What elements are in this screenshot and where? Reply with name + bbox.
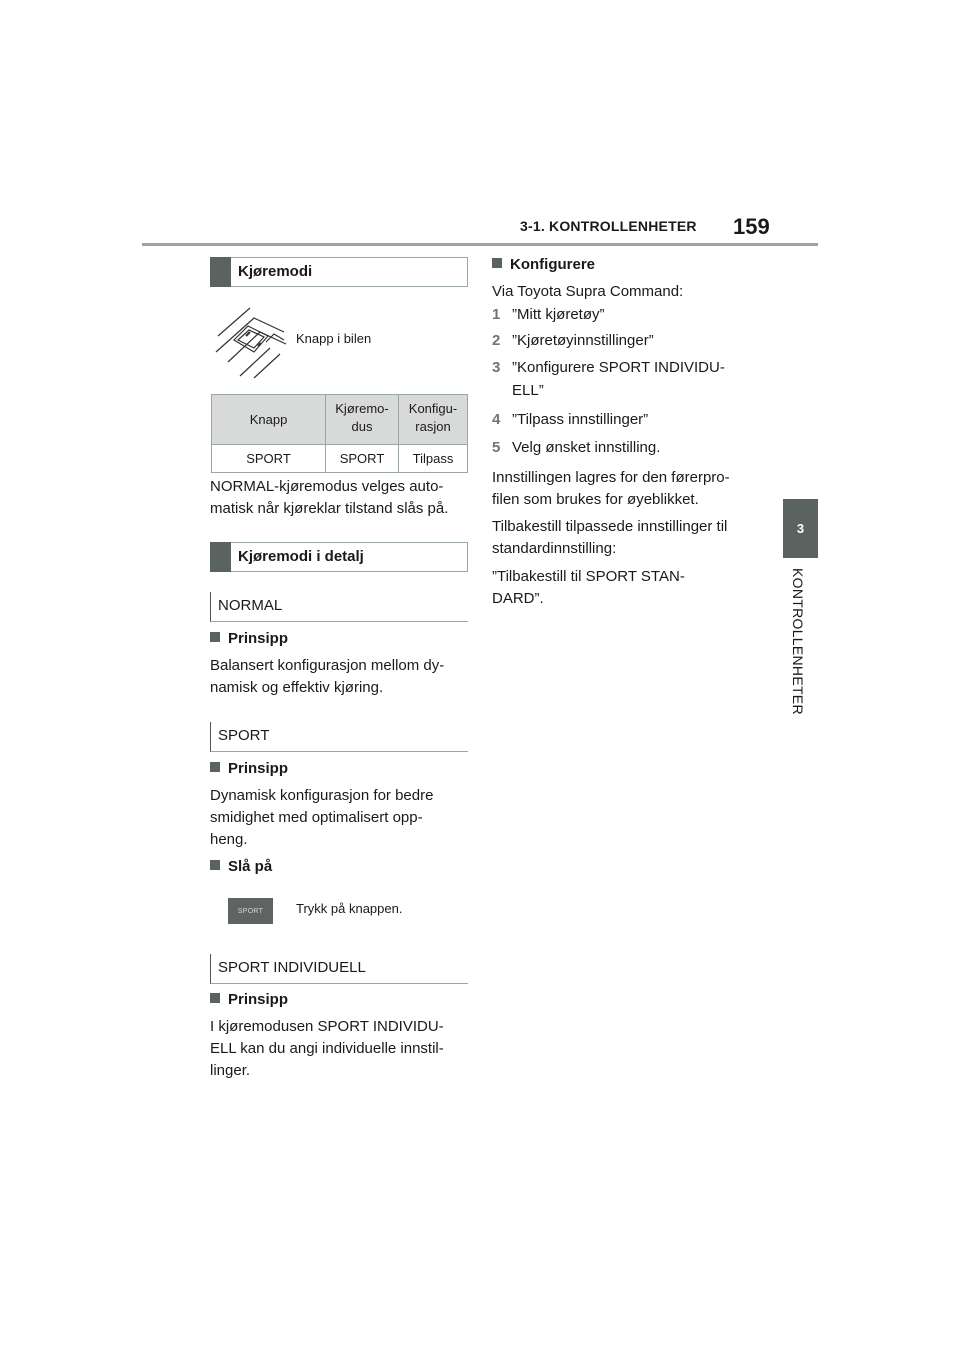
drive-mode-button-illustration	[214, 302, 292, 380]
mode-heading-sport: SPORT	[210, 722, 468, 752]
list-item: 4 ”Tilpass innstillinger”	[492, 411, 649, 428]
list-item: 5 Velg ønsket innstilling.	[492, 439, 661, 456]
table-header-cell: Knapp	[212, 395, 326, 445]
drive-mode-table	[211, 394, 468, 473]
section-title: 3-1. KONTROLLENHETER	[520, 218, 697, 234]
paragraph: Innstillingen lagres for den førerpro- filen som brukes for øyeblikket.	[492, 469, 730, 508]
subheading: Prinsipp	[210, 630, 288, 647]
section-header-kjoremodi	[210, 257, 468, 287]
paragraph: NORMAL-kjøremodus velges auto- matisk når kjøreklar tilstand slås på.	[210, 478, 449, 517]
image-caption: Knapp i bilen	[296, 331, 372, 346]
square-bullet-icon	[210, 762, 220, 772]
header-rule	[142, 243, 818, 246]
sport-button-icon: SPORT	[228, 898, 273, 924]
table-header-row	[212, 395, 468, 445]
subheading: Slå på	[210, 858, 272, 875]
subheading: Konfigurere	[492, 256, 595, 273]
section-header-title: Kjøremodi i detalj	[238, 548, 364, 565]
table-header-cell: Konfigu- rasjon	[399, 395, 468, 445]
table-cell: SPORT	[326, 445, 399, 473]
table-cell: Tilpass	[399, 445, 468, 473]
list-item: 1 ”Mitt kjøretøy”	[492, 306, 605, 323]
section-header-title: Kjøremodi	[238, 263, 313, 280]
table-header-cell: Kjøremo- dus	[326, 395, 399, 445]
square-bullet-icon	[210, 632, 220, 642]
square-bullet-icon	[210, 993, 220, 1003]
step-list	[492, 304, 725, 463]
list-item: ELL”	[512, 382, 544, 399]
table-cell: SPORT	[212, 445, 326, 473]
chapter-tab: 3	[783, 499, 818, 558]
paragraph: ”Tilbakestill til SPORT STAN- DARD”.	[492, 568, 685, 607]
square-bullet-icon	[492, 258, 502, 268]
button-caption: Trykk på knappen.	[296, 901, 403, 916]
subheading: Prinsipp	[210, 760, 288, 777]
mode-heading-sport-individuell: SPORT INDIVIDUELL	[210, 954, 468, 984]
paragraph: I kjøremodusen SPORT INDIVIDU- ELL kan du angi individuelle innstil- linger.	[210, 1018, 444, 1079]
list-item: 2 ”Kjøretøyinnstillinger”	[492, 332, 654, 349]
section-header-kjoremodi-detalj	[210, 542, 468, 572]
table-row	[212, 445, 468, 473]
list-item: 3 ”Konfigurere SPORT INDIVIDU-	[492, 359, 725, 376]
paragraph: Balansert konfigurasjon mellom dy- namisk og effektiv kjøring.	[210, 657, 445, 696]
paragraph: Dynamisk konfigurasjon for bedre smidighet med optimalisert opp- heng.	[210, 787, 434, 848]
paragraph: Tilbakestill tilpassede innstillinger til standardinnstilling:	[492, 518, 728, 557]
page-number: 159	[733, 214, 770, 239]
paragraph: Via Toyota Supra Command:	[492, 283, 684, 300]
chapter-tab-label: KONTROLLENHETER	[790, 568, 806, 715]
square-bullet-icon	[210, 860, 220, 870]
mode-heading-normal: NORMAL	[210, 592, 468, 622]
subheading: Prinsipp	[210, 991, 288, 1008]
